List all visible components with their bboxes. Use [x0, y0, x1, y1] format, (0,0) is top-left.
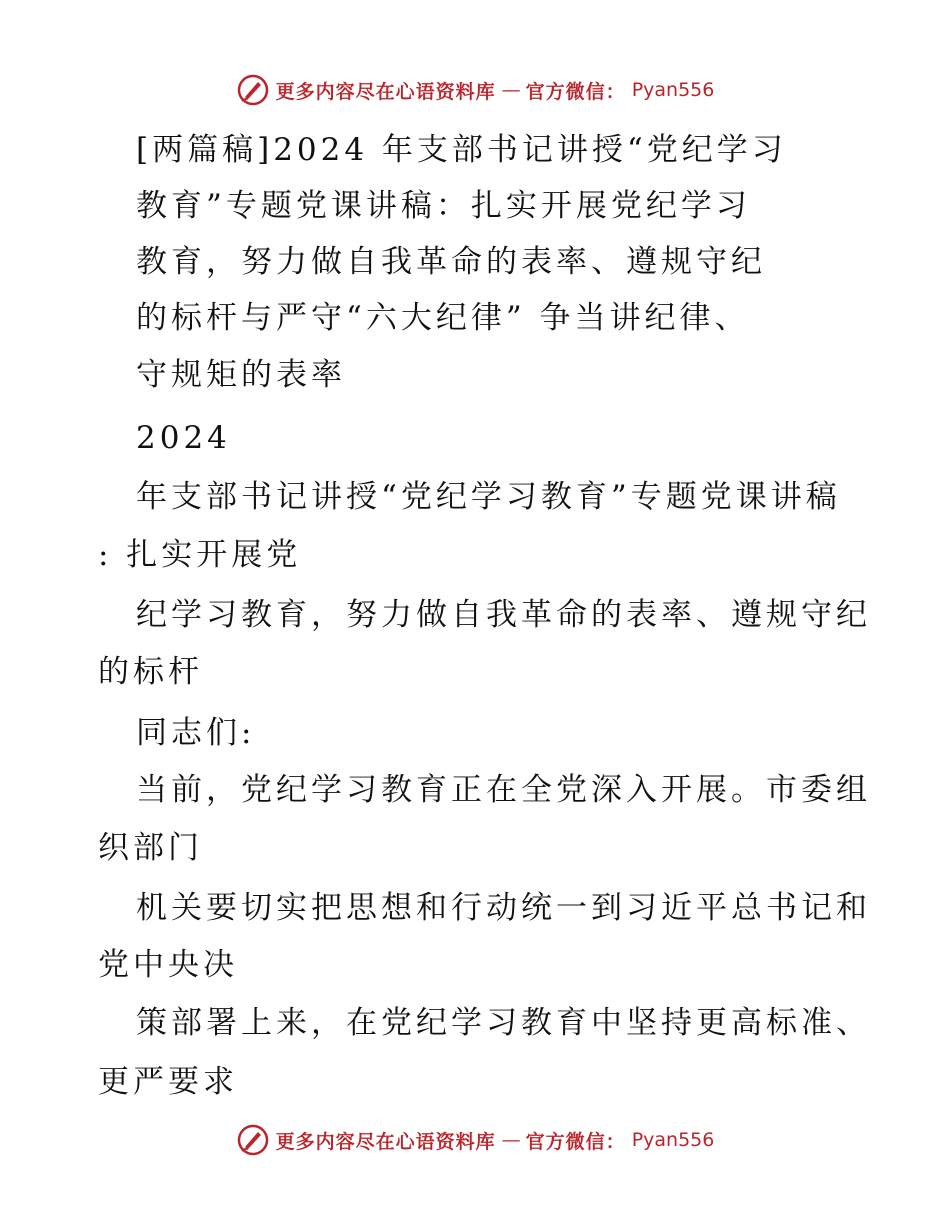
quill-logo-icon	[236, 1123, 270, 1157]
body-line-2: 年支部书记讲授“党纪学习教育”专题党课讲稿	[136, 479, 841, 515]
body-line-1: 2024	[136, 420, 231, 456]
watermark-label: 官方微信：	[525, 80, 626, 103]
header-watermark	[0, 70, 950, 110]
body-line-6: 同志们:	[136, 715, 256, 751]
watermark-dash: —	[501, 79, 520, 101]
watermark-account: Pyan556	[631, 1129, 715, 1151]
title-line-4: 的标杆与严守“六大纪律” 争当讲纪律、	[136, 300, 750, 336]
watermark-site-text: 更多内容尽在心语资料库	[275, 1130, 496, 1153]
body-line-12: 更严要求	[98, 1064, 238, 1100]
body-line-7: 当前，党纪学习教育正在全党深入开展。市委组	[136, 772, 871, 808]
body-line-9: 机关要切实把思想和行动统一到习近平总书记和	[136, 890, 871, 926]
body-line-8: 织部门	[98, 830, 203, 866]
title-line-3: 教育，努力做自我革命的表率、遵规守纪	[136, 244, 766, 280]
quill-logo-icon	[236, 73, 270, 107]
watermark-dash: —	[501, 1129, 520, 1151]
title-line-2: 教育”专题党课讲稿：扎实开展党纪学习	[136, 188, 751, 224]
footer-watermark	[0, 1120, 950, 1160]
body-line-11: 策部署上来，在党纪学习教育中坚持更高标准、	[136, 1005, 871, 1041]
body-line-5: 的标杆	[98, 654, 203, 690]
title-line-1: [两篇稿]2024 年支部书记讲授“党纪学习	[136, 132, 787, 168]
title-line-5: 守规矩的表率	[136, 357, 346, 393]
watermark-label: 官方微信：	[525, 1130, 626, 1153]
body-line-10: 党中央决	[98, 947, 238, 983]
watermark-account: Pyan556	[631, 79, 715, 101]
body-line-4: 纪学习教育，努力做自我革命的表率、遵规守纪	[136, 597, 871, 633]
watermark-site-text: 更多内容尽在心语资料库	[275, 80, 496, 103]
body-line-3: : 扎实开展党	[98, 537, 302, 573]
